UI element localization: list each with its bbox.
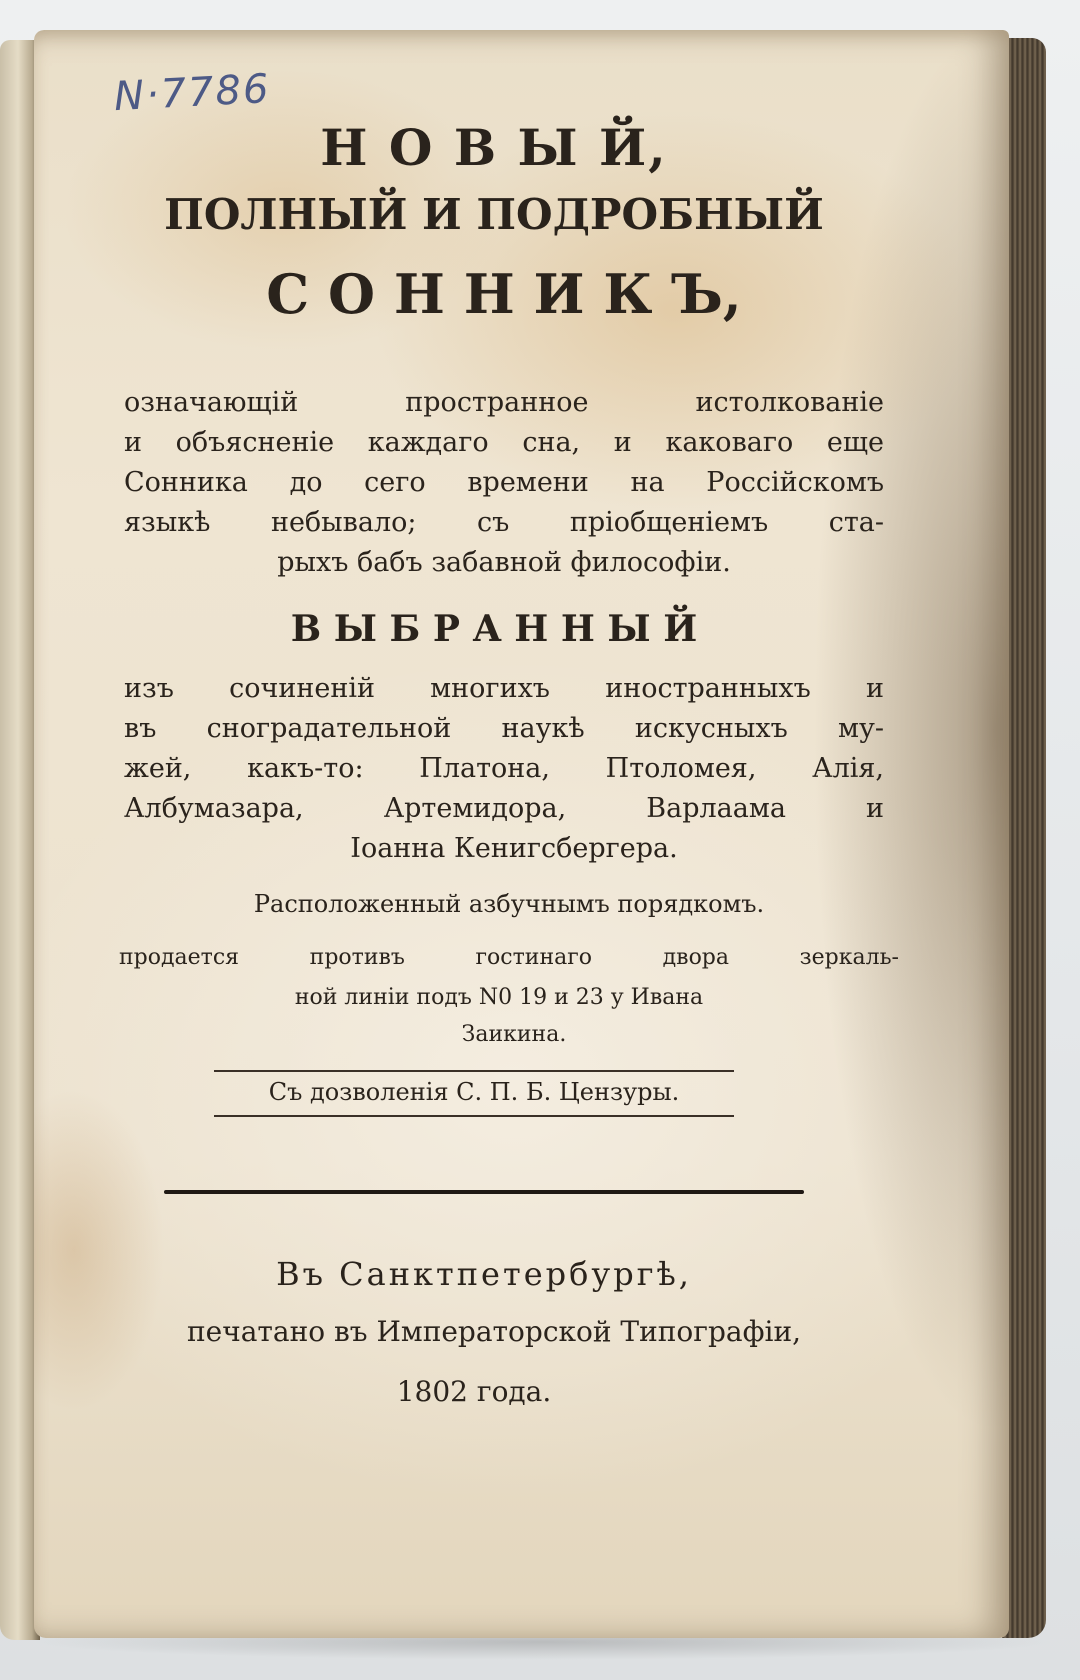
description-line: рыхъ бабъ забавной философіи. bbox=[277, 547, 731, 578]
censorship-rule-bottom bbox=[214, 1115, 734, 1117]
selected-from-line: жей, какъ-то: Платона, Птоломея, Алія, bbox=[124, 753, 884, 784]
selected-from-line: въ сноградательной наукѣ искусныхъ му- bbox=[124, 713, 884, 744]
selected-heading: В Ы Б Р А Н Н Ы Й bbox=[290, 608, 698, 650]
title-line-1: Н О В Ы Й, bbox=[320, 118, 668, 177]
imprint-year: 1802 года. bbox=[396, 1375, 552, 1408]
title-line-3: С О Н Н И К Ъ, bbox=[266, 262, 742, 326]
title-page bbox=[34, 30, 1009, 1638]
sold-line: ной линіи подъ N0 19 и 23 у Ивана bbox=[294, 985, 704, 1010]
arranged-note: Расположенный азбучнымъ порядкомъ. bbox=[253, 890, 765, 918]
sold-line: продается противъ гостинаго двора зеркаль- bbox=[119, 945, 899, 970]
description-line: и объясненіе каждаго сна, и каковаго еще bbox=[124, 427, 884, 458]
sold-line: Заикина. bbox=[461, 1022, 567, 1047]
imprint-printer: печатано въ Императорской Типографіи, bbox=[186, 1315, 802, 1348]
censorship-note: Съ дозволенія С. П. Б. Цензуры. bbox=[268, 1078, 680, 1106]
description-line: языкѣ небывало; съ пріобщеніемъ ста- bbox=[124, 507, 884, 538]
imprint-place: Въ Санктпетербургѣ, bbox=[276, 1255, 692, 1293]
inventory-mark: N·7786 bbox=[112, 65, 272, 121]
selected-from-line: Албумазара, Артемидора, Варлаама и bbox=[124, 793, 884, 824]
censorship-rule-top bbox=[214, 1070, 734, 1072]
description-line: Сонника до сего времени на Россійскомъ bbox=[124, 467, 884, 498]
selected-from-line: Іоанна Кенигсбергера. bbox=[350, 833, 678, 864]
selected-from-line: изъ сочиненій многихъ иностранныхъ и bbox=[124, 673, 884, 704]
title-page-text bbox=[34, 30, 1009, 1638]
title-line-2: ПОЛНЫЙ И ПОДРОБНЫЙ bbox=[164, 190, 824, 239]
imprint-divider bbox=[164, 1190, 804, 1194]
description-line: означающій пространное истолкованіе bbox=[124, 387, 884, 418]
